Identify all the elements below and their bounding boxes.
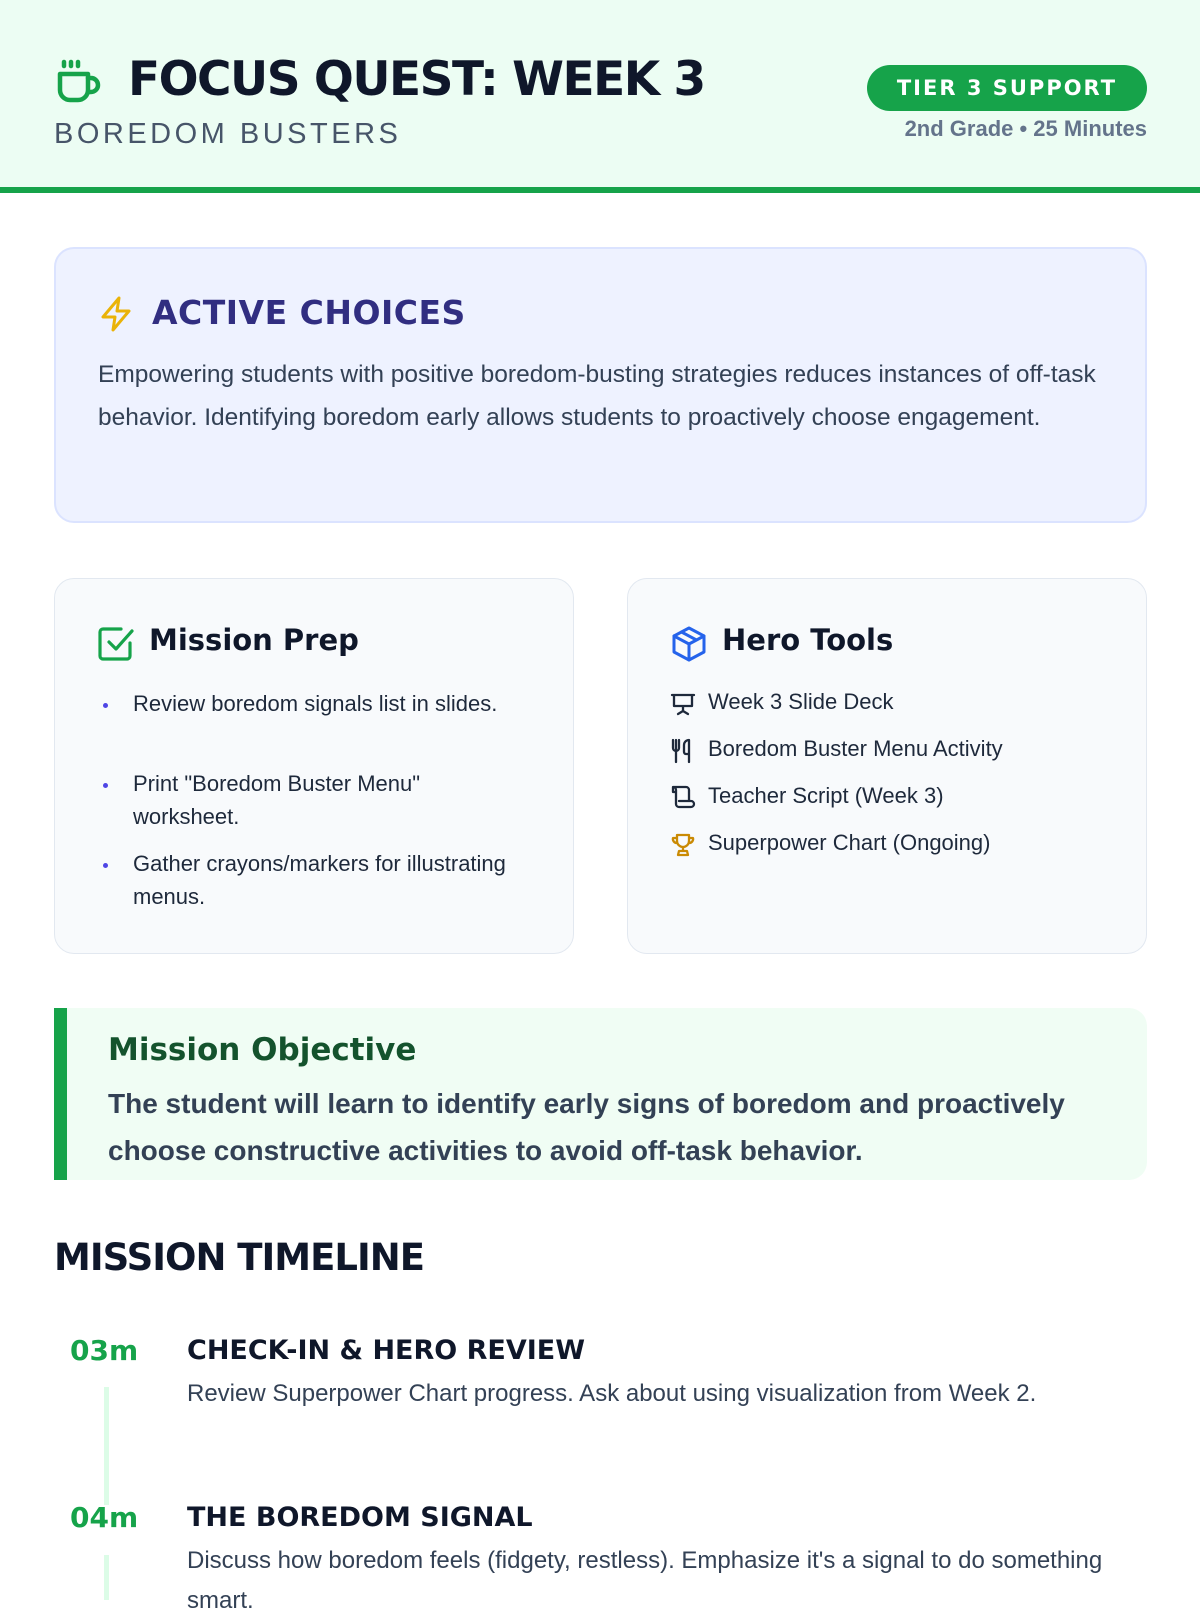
tier-badge: TIER 3 SUPPORT <box>867 65 1147 111</box>
timeline-connector <box>104 1387 109 1505</box>
timeline-step-desc: Review Superpower Chart progress. Ask about using visualization from Week 2. <box>187 1380 1037 1407</box>
utensils-icon <box>670 738 696 764</box>
active-choices-title: ACTIVE CHOICES <box>152 293 466 332</box>
mission-objective-title: Mission Objective <box>108 1032 417 1068</box>
mission-prep-card <box>54 578 574 954</box>
bullet-icon <box>103 783 108 788</box>
timeline-step-title: CHECK-IN & HERO REVIEW <box>187 1335 586 1366</box>
page-header <box>0 0 1200 193</box>
timeline-step-time: 04m <box>70 1501 139 1534</box>
timeline-step-title: THE BOREDOM SIGNAL <box>187 1502 533 1533</box>
list-item: Review boredom signals list in slides. <box>103 687 523 720</box>
mission-timeline-heading: MISSION TIMELINE <box>54 1236 424 1279</box>
mission-objective-body: The student will learn to identify early signs of boredom and proactively choose constructive activities to avoid off-task behavior. <box>108 1088 1065 1166</box>
checkbox-icon <box>97 625 135 663</box>
page-subtitle: BOREDOM BUSTERS <box>54 118 402 150</box>
grade-duration-meta: 2nd Grade • 25 Minutes <box>904 116 1147 141</box>
active-choices-body: Empowering students with positive boredom-busting strategies reduces instances of off-task behavior. Identifying boredom early allows students to proactively choose engagement. <box>98 361 1096 431</box>
trophy-icon <box>670 832 696 858</box>
hero-tools-card: Hero Tools Week 3 Slide Deck Boredom Buster Menu Activity Teacher Script (Week 3) Superpower Chart (Ongoing) <box>627 578 1147 954</box>
bullet-icon <box>103 703 108 708</box>
coffee-cup-icon <box>54 56 106 108</box>
hero-tools-title: Hero Tools <box>722 623 894 657</box>
bullet-icon <box>103 863 108 868</box>
lightning-icon <box>98 295 134 333</box>
list-item: Gather crayons/markers for illustrating menus. <box>103 847 523 913</box>
box-icon <box>670 625 708 663</box>
mission-prep-title: Mission Prep <box>149 623 359 657</box>
timeline-step-desc: Discuss how boredom feels (fidgety, restless). Emphasize it's a signal to do something smart. <box>187 1547 1103 1614</box>
page-title: FOCUS QUEST: WEEK 3 <box>128 52 705 107</box>
active-choices-card <box>54 247 1147 523</box>
timeline-connector <box>104 1555 109 1600</box>
presentation-icon <box>670 691 696 717</box>
scroll-icon <box>670 785 696 811</box>
mission-objective-callout <box>54 1008 1147 1180</box>
timeline-step-time: 03m <box>70 1334 139 1367</box>
list-item: Print "Boredom Buster Menu" worksheet. <box>103 767 523 833</box>
